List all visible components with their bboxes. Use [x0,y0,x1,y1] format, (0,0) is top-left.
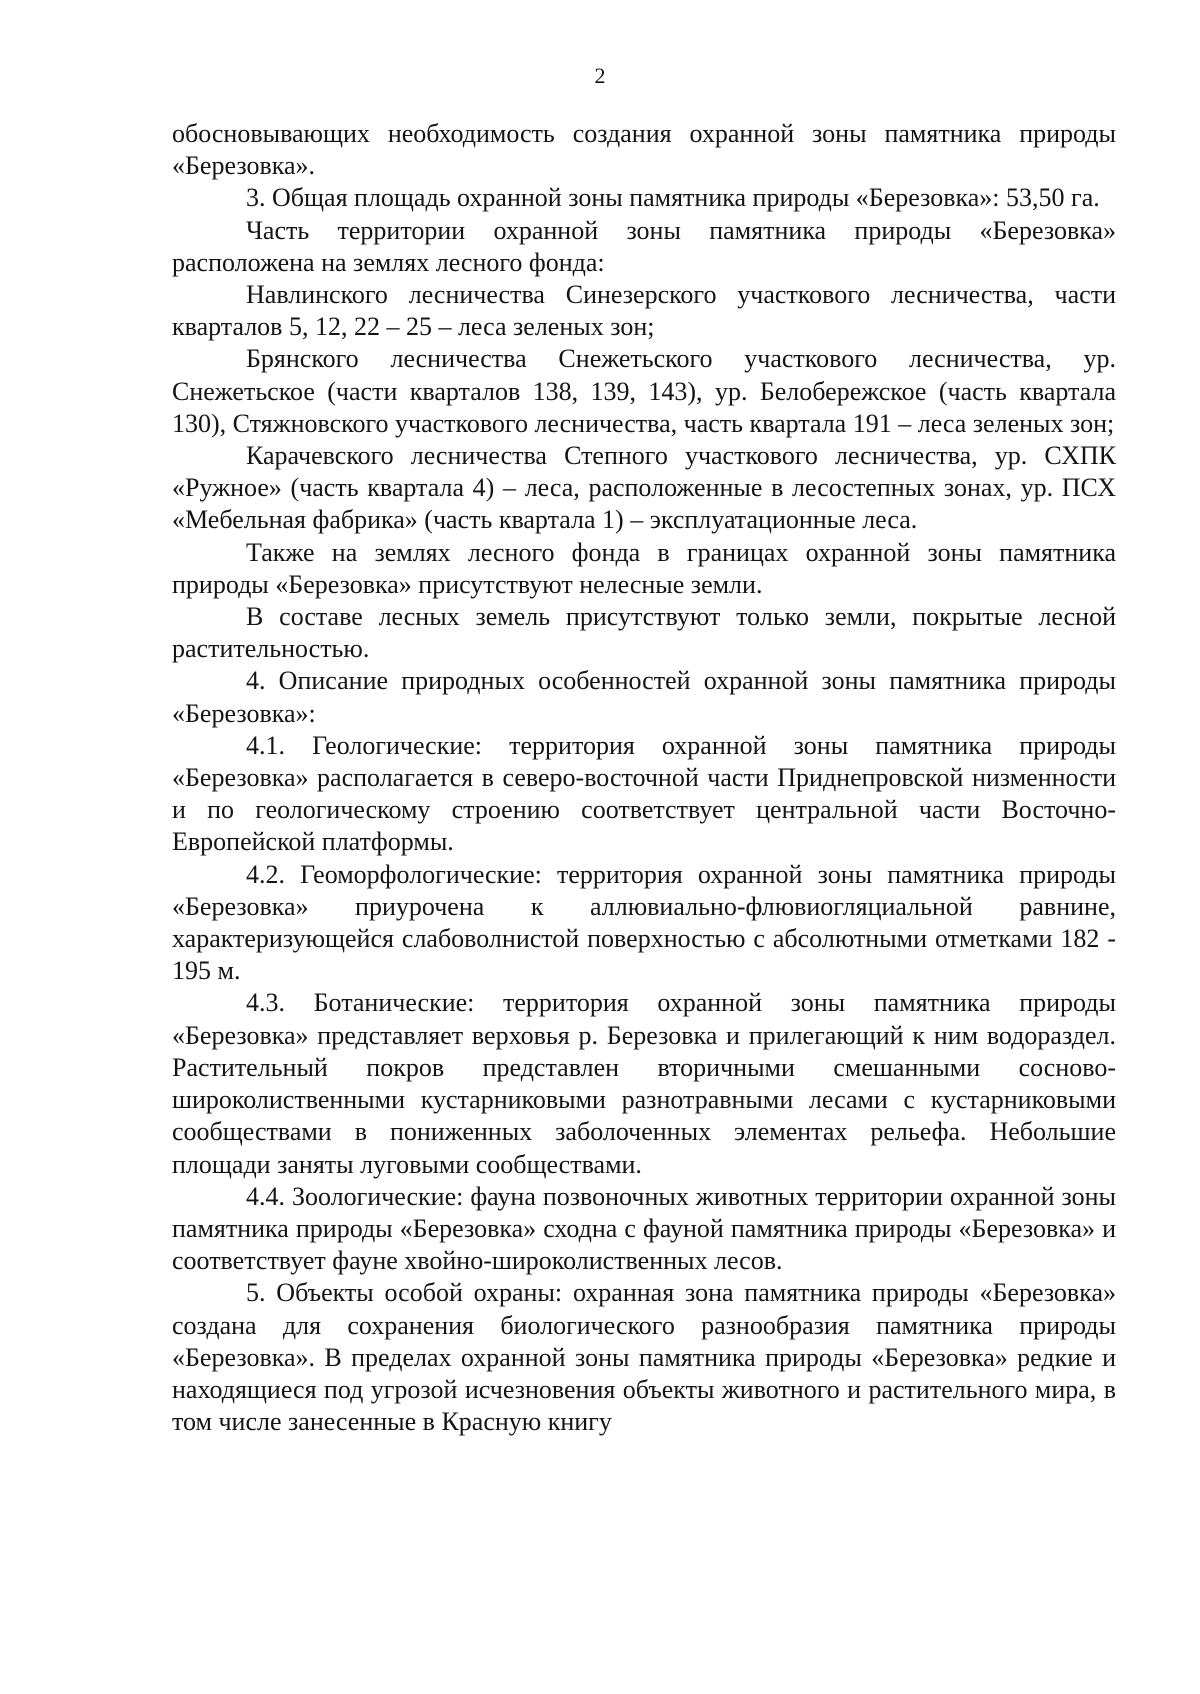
paragraph-non-forest-lands: Также на землях лесного фонда в границах охранной зоны памятника природы «Березовка» присутствуют нелесные земли. [172,537,1116,599]
paragraph-bryansky-forestry: Брянского лесничества Снежетьского участкового лесничества, ур. Снежетьское (части кварталов 138, 139, 143), ур. Белобережское (часть квартала 130), Стяжновского участкового лесничества, часть квартала 191 – леса зеленых зон; [172,344,1116,438]
page-number: 2 [594,63,606,88]
paragraph-natural-features: 4. Описание природных особенностей охранной зоны памятника природы «Березовка»: [172,666,1116,728]
paragraph-protection-objects: 5. Объекты особой охраны: охранная зона памятника природы «Березовка» создана для сохранения биологического разнообразия памятника природы «Березовка». В пределах охранной зоны памятника природы «Березовка» редкие и находящиеся под угрозой исчезновения объекты животного и растительного мира, в том числе занесенные в Красную книгу [172,1278,1116,1437]
paragraph-forest-lands: В составе лесных земель присутствуют только земли, покрытые лесной растительностью. [172,602,1116,664]
paragraph-zoological: 4.4. Зоологические: фауна позвоночных животных территории охранной зоны памятника природы «Березовка» сходна с фауной памятника природы «Березовка» и соответствует фауне хвойно-широколиственных лесов. [172,1181,1116,1276]
paragraph-intro-continuation: обосновывающих необходимость создания охранной зоны памятника природы «Березовка». [172,119,1116,181]
paragraph-geomorphological: 4.2. Геоморфологические: территория охранной зоны памятника природы «Березовка» приурочена к аллювиально-флювиогляциальной равнине, характеризующейся слабоволнистой поверхностью с абсолютными отметками 182 - 195 м. [172,859,1116,986]
paragraph-karachevsky-forestry: Карачевского лесничества Степного участкового лесничества, ур. СХПК «Ружное» (часть квартала 4) – леса, расположенные в лесостепных зонах, ур. ПСХ «Мебельная фабрика» (часть квартала 1) – эксплуатационные леса. [172,441,1116,535]
paragraph-total-area: 3. Общая площадь охранной зоны памятника природы «Березовка»: 53,50 га. [246,183,1100,213]
document-body [172,118,1116,1438]
paragraph-botanical: 4.3. Ботанические: территория охранной зоны памятника природы «Березовка» представляет верховья р. Березовка и прилегающий к ним водораздел. Растительный покров представлен вторичными смешанными сосново-широколиственными кустарниковыми разнотравными лесами с кустарниковыми сообществами в пониженных заболоченных элементах рельефа. Небольшие площади заняты луговыми сообществами. [172,988,1116,1179]
paragraph-forest-fund: Часть территории охранной зоны памятника природы «Березовка» расположена на землях лесного фонда: [172,215,1116,277]
paragraph-geological: 4.1. Геологические: территория охранной зоны памятника природы «Березовка» располагается в северо-восточной части Приднепровской низменности и по геологическому строению соответствует центральной части Восточно-Европейской платформы. [172,730,1116,857]
paragraph-navlinsky-forestry: Навлинского лесничества Синезерского участкового лесничества, части кварталов 5, 12, 22 – 25 – леса зеленых зон; [172,280,1116,342]
